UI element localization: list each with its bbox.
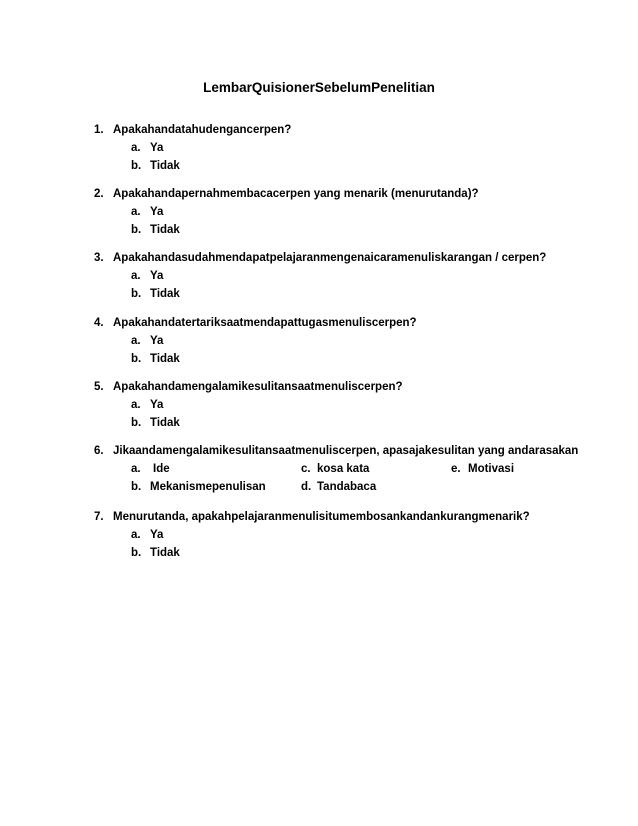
option-text: Ya	[150, 529, 164, 541]
question-number: 1.	[94, 124, 104, 136]
question-5	[94, 378, 614, 432]
option-text: Tidak	[150, 288, 180, 300]
option-text: Ya	[150, 335, 164, 347]
question-text: Apakahandatertariksaatmendapattugasmenuliscerpen?	[113, 317, 417, 329]
option-a	[94, 139, 614, 157]
option-row-1	[94, 460, 614, 478]
option-letter: a.	[131, 206, 141, 218]
question-line	[94, 378, 614, 396]
option-letter: a.	[131, 335, 141, 347]
option-a	[94, 267, 614, 285]
option-text: Motivasi	[468, 463, 515, 475]
option-text: Ide	[153, 463, 170, 475]
option-b	[94, 544, 614, 562]
question-number: 4.	[94, 317, 104, 329]
option-a	[94, 526, 614, 544]
option-text: Tidak	[150, 417, 180, 429]
option-letter: a.	[131, 529, 141, 541]
question-line	[94, 185, 614, 203]
option-text: Mekanismepenulisan	[150, 481, 266, 493]
option-text: Tandabaca	[317, 481, 377, 493]
option-text: Tidak	[150, 547, 180, 559]
question-text: Apakahandatahudengancerpen?	[113, 124, 292, 136]
question-number: 2.	[94, 188, 104, 200]
question-number: 6.	[94, 445, 104, 457]
question-3	[94, 249, 614, 303]
option-b	[94, 221, 614, 239]
option-a	[94, 332, 614, 350]
question-text: Apakahandasudahmendapatpelajaranmengenaicaramenuliskarangan / cerpen?	[113, 252, 547, 264]
option-letter: b.	[131, 481, 142, 493]
option-letter: a.	[131, 463, 141, 475]
option-text: Tidak	[150, 353, 180, 365]
option-row-2	[94, 478, 614, 496]
option-letter: b.	[131, 224, 142, 236]
option-b	[94, 285, 614, 303]
question-4	[94, 314, 614, 368]
question-text: Apakahandapernahmembacacerpen yang menarik (menurutanda)?	[113, 188, 479, 200]
option-text: Tidak	[150, 160, 180, 172]
option-text: Tidak	[150, 224, 180, 236]
option-text: Ya	[150, 270, 164, 282]
question-line	[94, 508, 614, 526]
option-letter: b.	[131, 160, 142, 172]
option-letter: a.	[131, 270, 141, 282]
question-number: 3.	[94, 252, 104, 264]
option-letter: b.	[131, 353, 142, 365]
option-letter: b.	[131, 288, 142, 300]
option-b	[94, 350, 614, 368]
option-letter: d.	[301, 481, 312, 493]
question-7	[94, 508, 614, 562]
option-letter: b.	[131, 417, 142, 429]
question-1	[94, 121, 614, 175]
option-text: Ya	[150, 142, 164, 154]
question-line	[94, 442, 614, 460]
question-text: Apakahandamengalamikesulitansaatmenuliscerpen?	[113, 381, 403, 393]
option-a	[94, 203, 614, 221]
question-text: Menurutanda, apakahpelajaranmenulisitumembosankandankurangmenarik?	[113, 511, 530, 523]
option-text: kosa kata	[317, 463, 370, 475]
question-line	[94, 249, 614, 267]
question-2	[94, 185, 614, 239]
option-letter: e.	[451, 463, 461, 475]
option-letter: c.	[301, 463, 311, 475]
question-6	[94, 442, 614, 496]
option-text: Ya	[150, 206, 164, 218]
option-a	[94, 396, 614, 414]
question-line	[94, 121, 614, 139]
option-b	[94, 414, 614, 432]
question-line	[94, 314, 614, 332]
option-b	[94, 157, 614, 175]
option-letter: a.	[131, 399, 141, 411]
option-letter: a.	[131, 142, 141, 154]
page-title: LembarQuisionerSebelumPenelitian	[203, 80, 435, 95]
option-text: Ya	[150, 399, 164, 411]
question-number: 5.	[94, 381, 104, 393]
question-text: Jikaandamengalamikesulitansaatmenuliscerpen, apasajakesulitan yang andarasakan	[113, 445, 579, 457]
option-letter: b.	[131, 547, 142, 559]
question-number: 7.	[94, 511, 104, 523]
